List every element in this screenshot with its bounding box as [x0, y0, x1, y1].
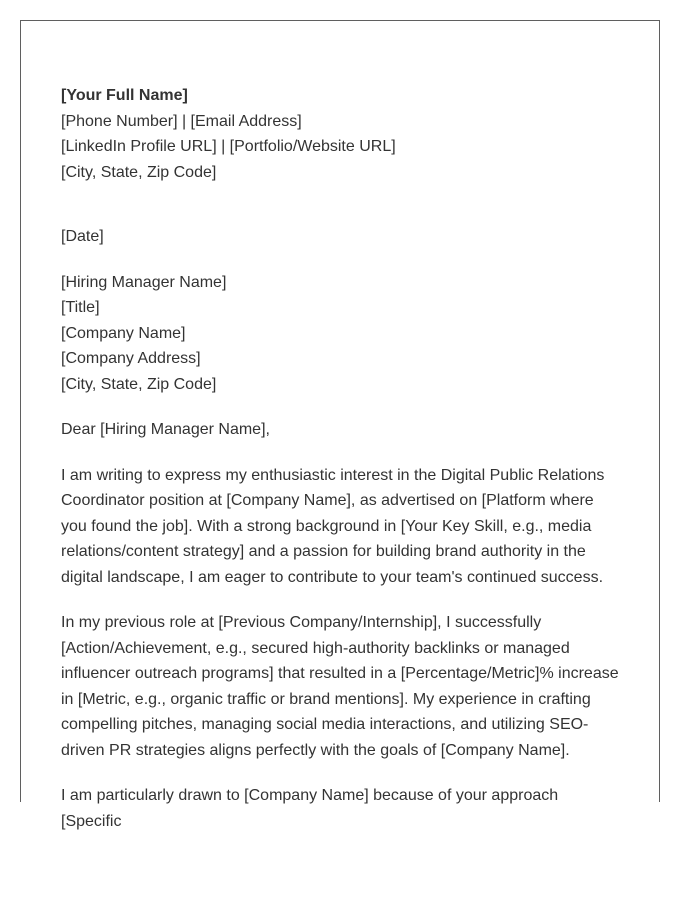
paragraph-motivation: I am particularly drawn to [Company Name] because of your approach [Specific	[61, 787, 559, 830]
letter-date: [Date]	[61, 228, 104, 245]
cover-letter-body	[61, 83, 623, 834]
sender-contact-line-2: [LinkedIn Profile URL] | [Portfolio/Website URL]	[61, 138, 396, 155]
letter-greeting: Dear [Hiring Manager Name],	[61, 421, 270, 438]
spacer	[61, 185, 623, 224]
recipient-location: [City, State, Zip Code]	[61, 375, 217, 393]
spacer	[61, 397, 623, 417]
spacer	[61, 250, 623, 270]
recipient-manager: [Hiring Manager Name]	[61, 273, 227, 291]
recipient-company: [Company Name]	[61, 324, 186, 342]
sender-contact-line-1: [Phone Number] | [Email Address]	[61, 112, 302, 130]
paragraph-experience: In my previous role at [Previous Company/Internship], I successfully [Action/Achievement, e.g., secured high-authority backlinks or managed influencer outreach programs] that resulted in a [Percentage/Metric]% increase in [Metric, e.g., organic traffic or brand mentions]. My experience in crafting compelling pitches, managing social media interactions, and utilizing SEO-driven PR strategies aligns perfectly with the goals of [Company Name].	[61, 614, 619, 759]
sender-name: [Your Full Name]	[61, 87, 188, 104]
paragraph-intro: I am writing to express my enthusiastic interest in the Digital Public Relations Coordinator position at [Company Name], as advertised on [Platform where you found the job]. With a strong background in [Your Key Skill, e.g., media relations/content strategy] and a passion for building brand authority in the digital landscape, I am eager to contribute to your team's continued success.	[61, 466, 605, 586]
document-page	[20, 20, 660, 830]
sender-location: [City, State, Zip Code]	[61, 163, 217, 181]
recipient-title: [Title]	[61, 299, 100, 316]
spacer	[61, 443, 623, 463]
spacer	[61, 763, 623, 783]
recipient-address: [Company Address]	[61, 350, 201, 367]
spacer	[61, 590, 623, 610]
